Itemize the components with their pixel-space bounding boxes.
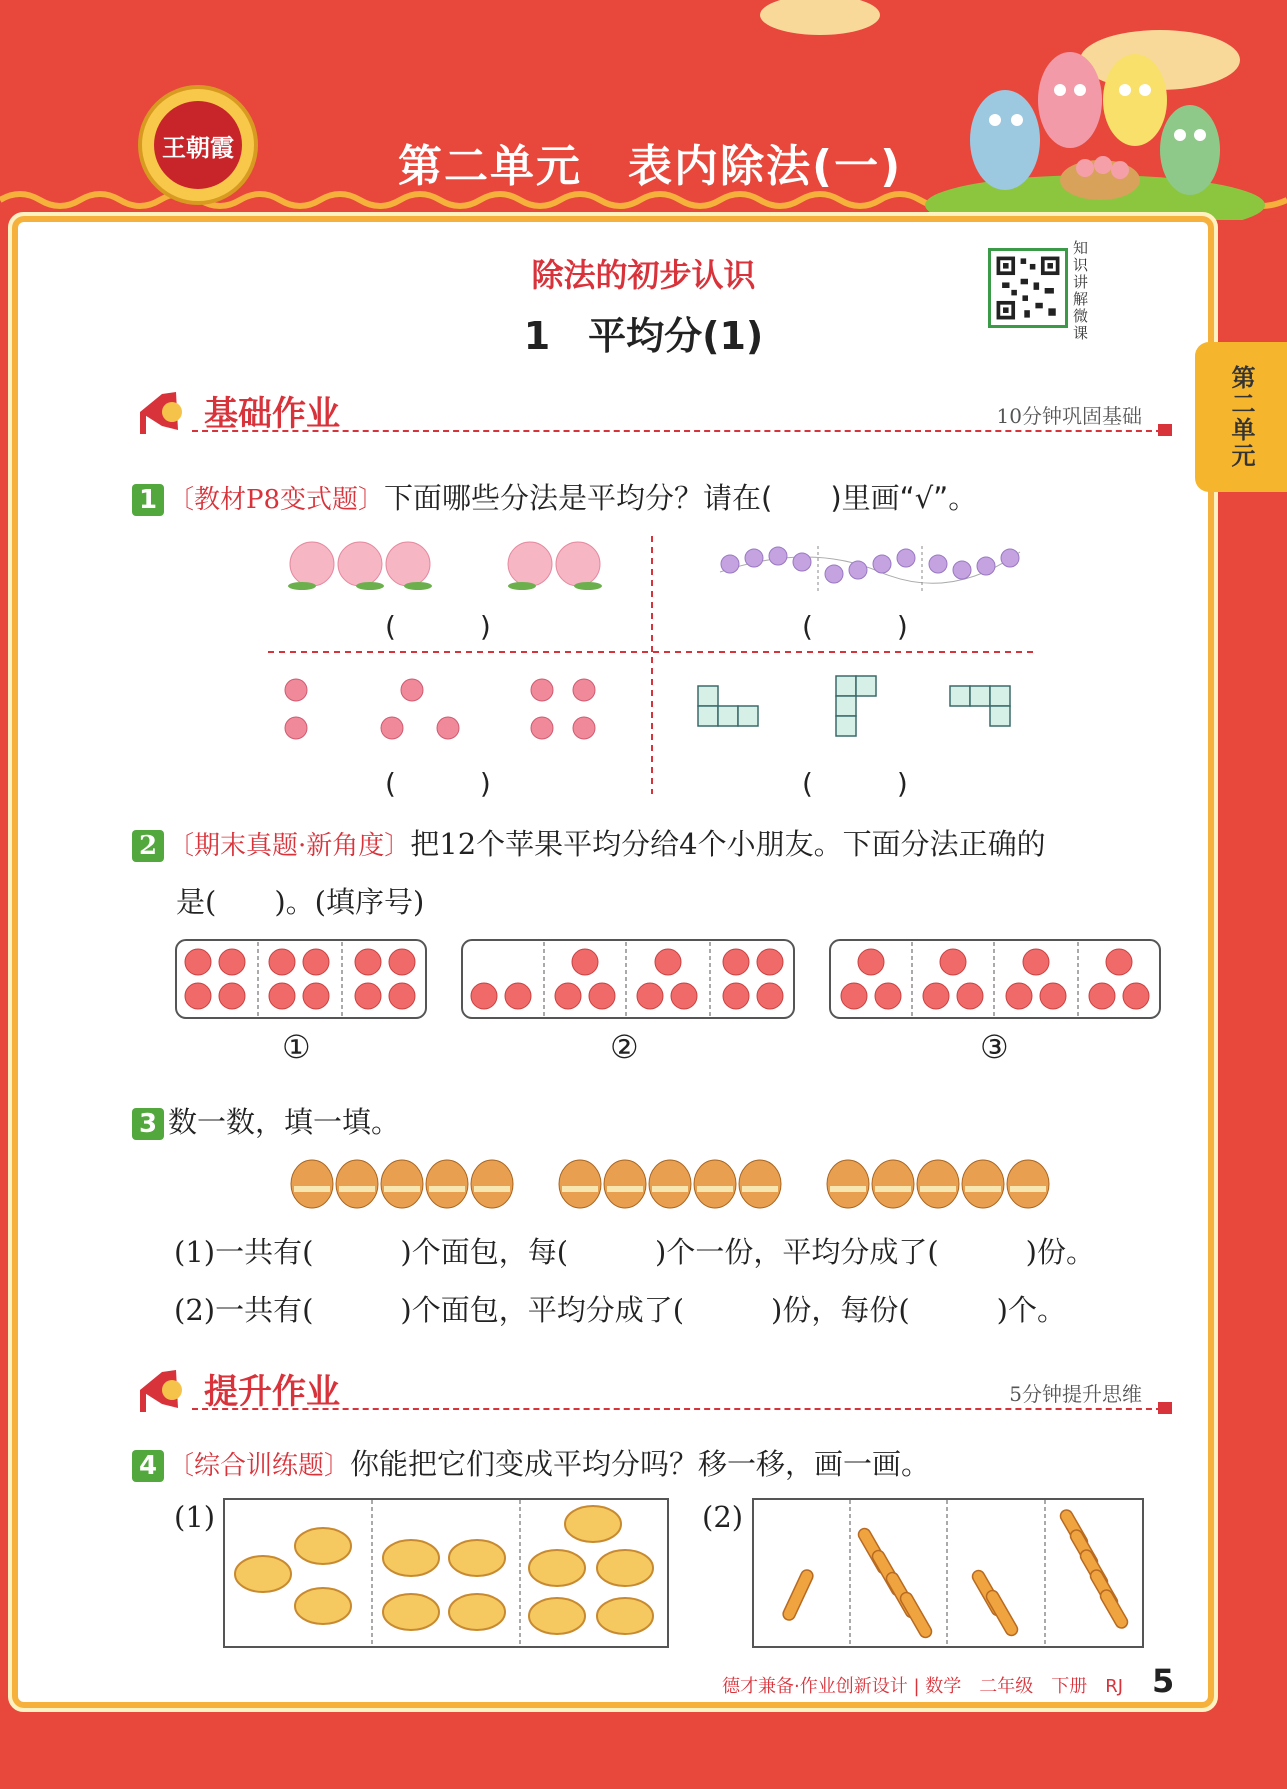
question-number: 4 [132,1450,164,1482]
question-3 [132,1100,400,1141]
question-tag: 〔教材P8变式题〕 [168,485,385,515]
q3-fill-line-2[interactable]: (2)一共有( )个面包，平均分成了( )份，每份( )个。 [174,1293,1066,1327]
brand-logo [138,85,258,205]
question-text: 把12个苹果平均分给4个小朋友。下面分法正确的 [410,827,1046,861]
question-number: 3 [132,1108,164,1140]
q4-part-1-label: (1) [174,1500,216,1534]
question-tag: 〔综合训练题〕 [168,1451,351,1481]
bread-icon [291,1160,1049,1208]
section-basic-title: 基础作业 [204,394,340,434]
unit-title: 第二单元 表内除法(一) [398,141,903,192]
horn-icon [132,1360,192,1420]
divider-end [1158,424,1172,436]
unit-header [0,0,1287,230]
qr-code-icon[interactable] [988,248,1068,328]
page-number: 5 [1152,1662,1175,1700]
question-4 [132,1442,930,1483]
question-2-line2: 是( )。(填序号) [176,885,425,919]
q3-bread-row [288,1156,1058,1212]
section-advanced-header [132,1360,1172,1420]
question-number: 2 [132,830,164,862]
q1-figure-grid [260,532,1040,802]
peach-icon [290,542,600,586]
question-text: 你能把它们变成平均分吗？移一移，画一画。 [350,1447,931,1481]
question-tag: 〔期末真题·新角度〕 [168,831,411,861]
question-text: 数一数，填一填。 [168,1105,401,1139]
section-basic-header [132,382,1172,442]
divider [192,430,1162,432]
answer-blank[interactable]: ( ) [385,610,491,643]
q2-apple-boxes [174,938,1164,1022]
section-advanced-title: 提升作业 [204,1372,340,1412]
bead-icon [721,547,1019,583]
answer-blank[interactable]: ( ) [802,610,908,643]
q4-part-2-label: (2) [702,1500,744,1534]
option-label-3: ③ [980,1028,1009,1066]
answer-blank[interactable]: ( ) [385,767,491,800]
divider [192,1408,1162,1410]
q4-sausage-box[interactable] [752,1498,1144,1650]
divider-end [1158,1402,1172,1414]
qr-label: 知识讲解微课 [1073,239,1089,342]
footer-series: 德才兼备·作业创新设计 | 数学 二年级 下册 RJ [722,1676,1124,1697]
section-basic-note: 10分钟巩固基础 [996,404,1142,428]
question-text: 下面哪些分法是平均分？请在( )里画“√”。 [384,481,978,515]
question-number: 1 [132,484,164,516]
q4-egg-tart-box[interactable] [223,1498,669,1650]
question-1 [132,476,977,517]
section-advanced-note: 5分钟提升思维 [1009,1382,1142,1406]
lesson-title: 1 平均分(1) [523,314,764,358]
option-label-1: ① [282,1028,311,1066]
unit-side-tab[interactable]: 第二单元 [1195,342,1287,492]
q3-fill-line-1[interactable]: (1)一共有( )个面包，每( )个一份，平均分成了( )份。 [174,1235,1095,1269]
brand-logo-text: 王朝霞 [154,101,242,189]
option-label-2: ② [610,1028,639,1066]
answer-blank[interactable]: ( ) [802,767,908,800]
flower-icon [285,679,595,739]
lesson-subtitle: 除法的初步认识 [531,256,756,294]
cartoon-characters-icon [925,20,1265,220]
horn-icon [132,382,192,442]
question-2 [132,822,1046,863]
square-tile-icon [698,676,1010,736]
